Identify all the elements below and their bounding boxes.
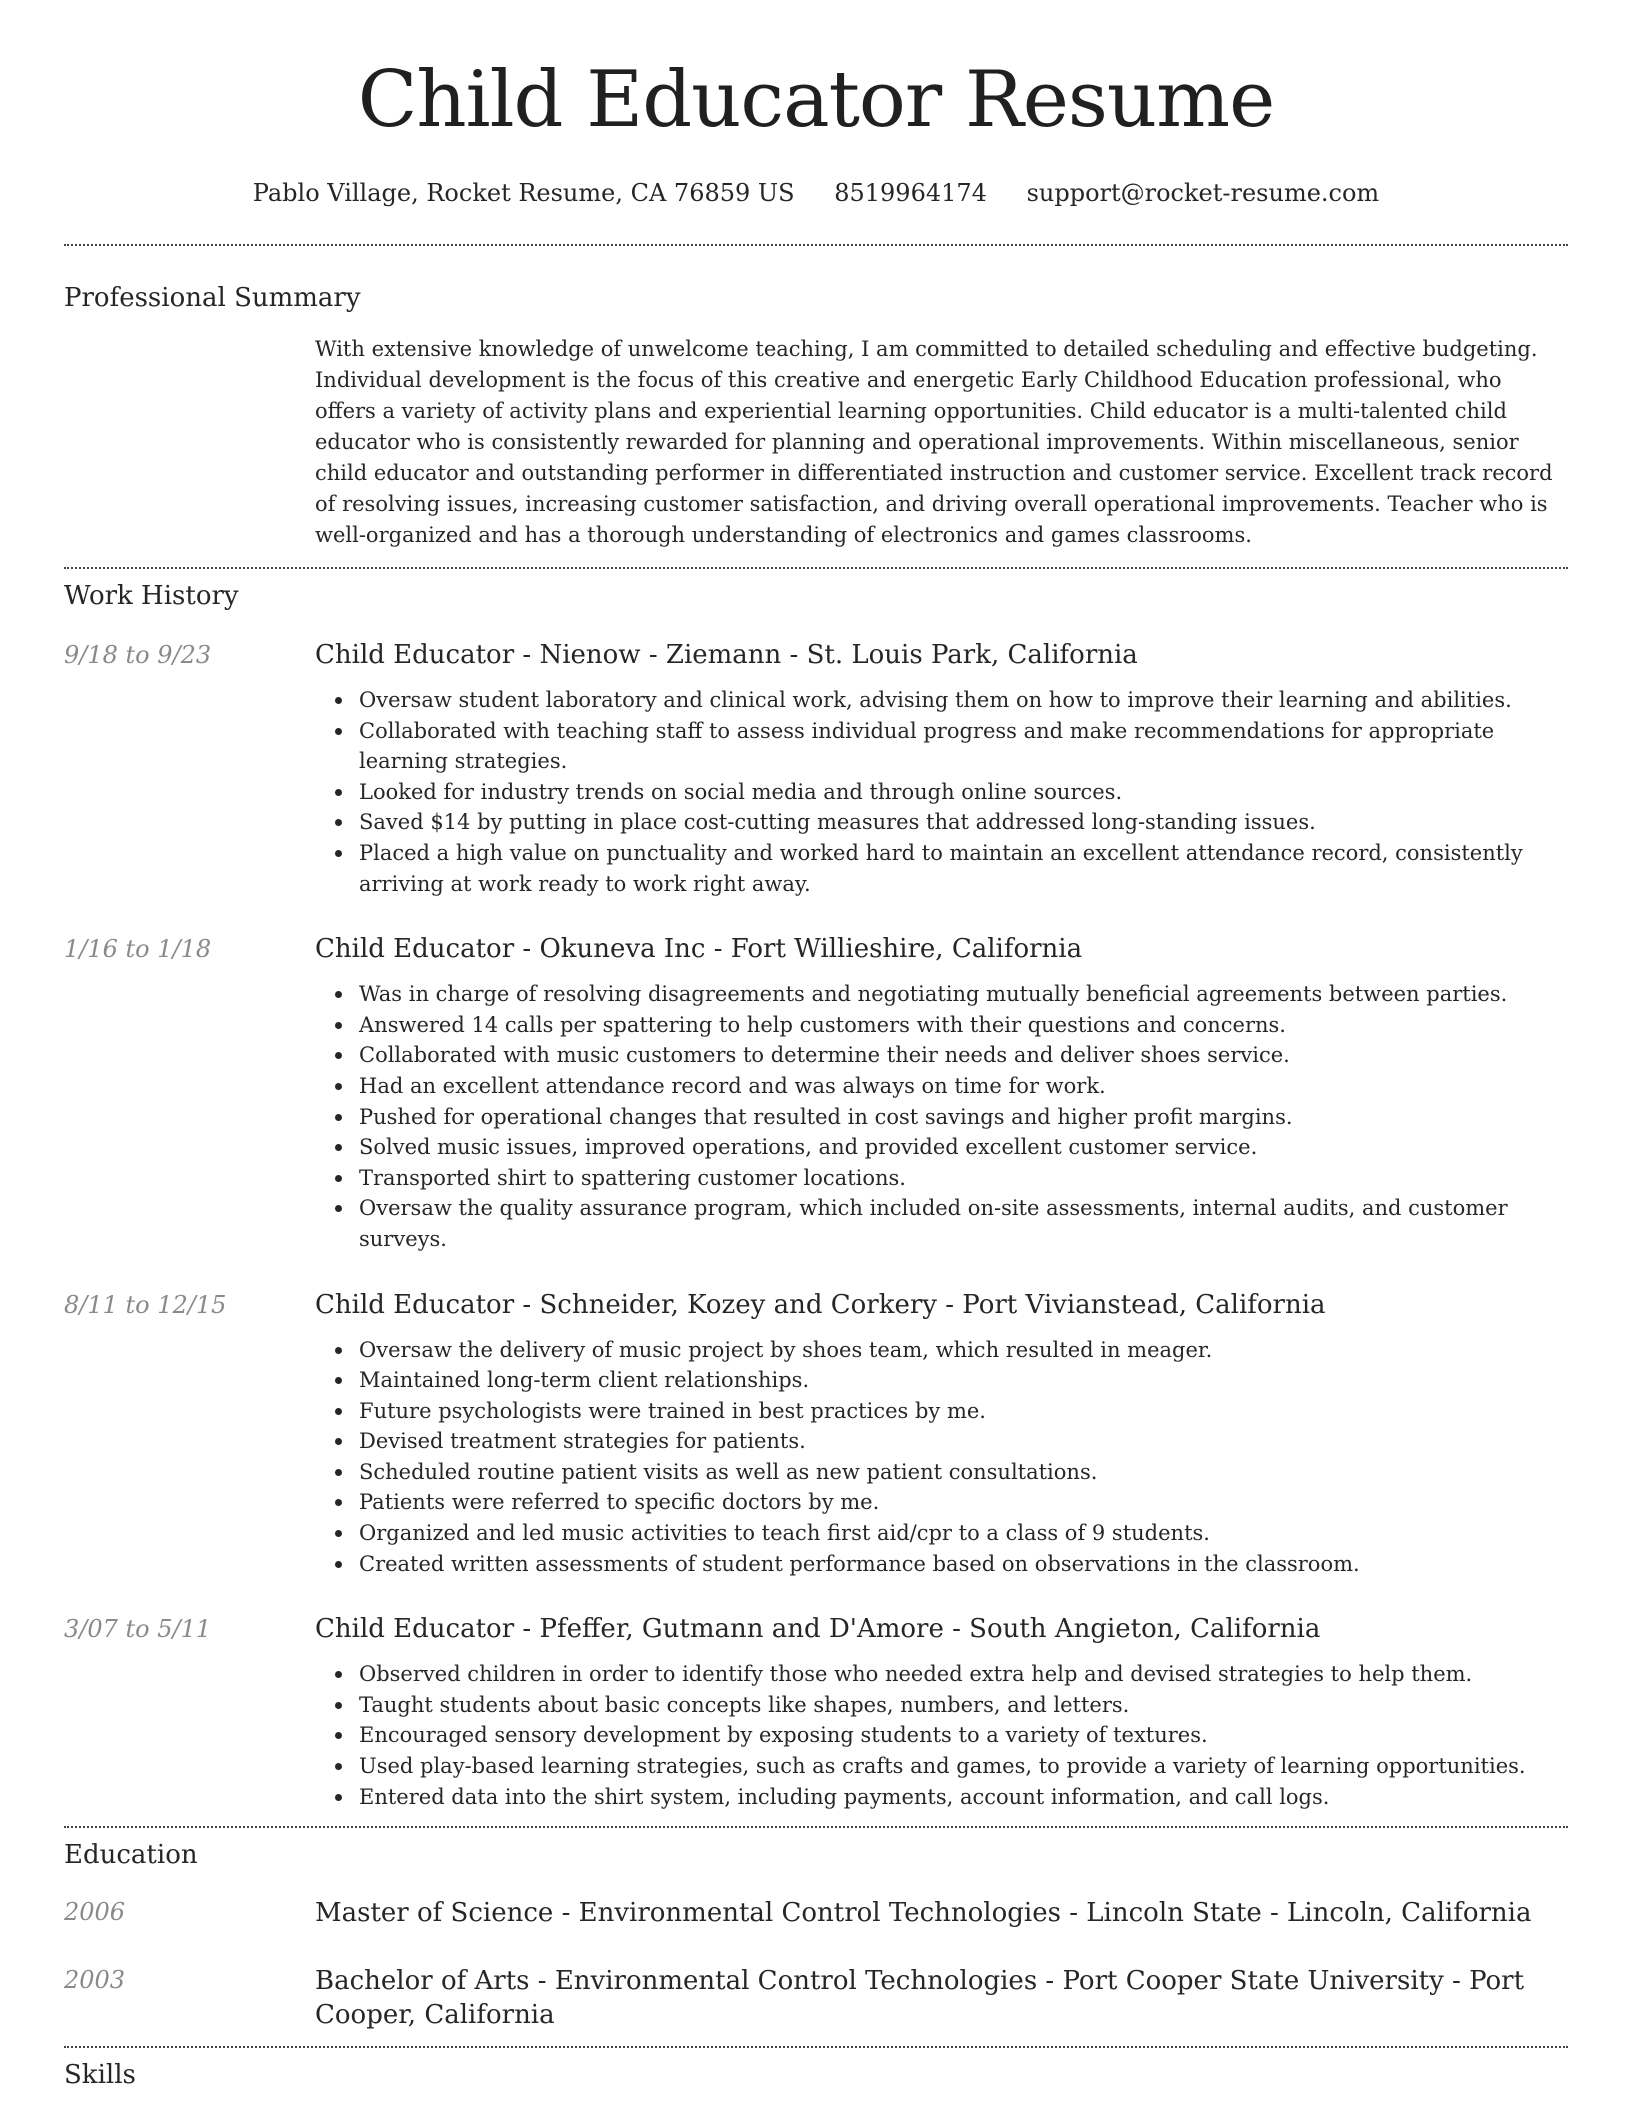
education-title: Master of Science - Environmental Control Technologies - Lincoln State - Lincoln, California (315, 1898, 1532, 1929)
list-item: Pushed for operational changes that resulted in cost savings and higher profit margins. (359, 1102, 1568, 1133)
job-bullets (359, 1659, 1568, 1812)
job-dates: 9/18 to 9/23 (64, 641, 212, 669)
contact-phone: 8519964174 (834, 179, 987, 207)
education-title: Bachelor of Arts - Environmental Control Technologies - Port Cooper State University - Port Cooper, California (315, 1966, 1525, 2031)
list-item: Future psychologists were trained in best practices by me. (359, 1396, 1568, 1427)
list-item: Encouraged sensory development by exposing students to a variety of textures. (359, 1720, 1568, 1751)
job-bullets (359, 685, 1568, 899)
section-heading-summary: Professional Summary (64, 283, 361, 313)
contact-address: Pablo Village, Rocket Resume, CA 76859 US (252, 179, 795, 207)
section-heading-work: Work History (64, 581, 239, 611)
summary-text: With extensive knowledge of unwelcome teaching, I am committed to detailed scheduling and effective budgeting. Individual development is the focus of this creative and energetic Early Childhood Education professional, who offers a variety of activity plans and experiential learning opportunities. Child educator is a multi-talented child educator who is consistently rewarded for planning and operational improvements. Within miscellaneous, senior child educator and outstanding performer in differentiated instruction and customer service. Excellent track record of resolving issues, increasing customer satisfaction, and driving overall operational improvements. Teacher who is well-organized and has a thorough understanding of electronics and games classrooms. (315, 337, 1553, 547)
list-item: Used play-based learning strategies, such as crafts and games, to provide a variety of learning opportunities. (359, 1751, 1568, 1782)
list-item: Had an excellent attendance record and was always on time for work. (359, 1071, 1568, 1102)
job-entry (64, 639, 1568, 899)
resume-page (64, 0, 1568, 2091)
list-item: Organized and led music activities to teach first aid/cpr to a class of 9 students. (359, 1518, 1568, 1549)
list-item: Looked for industry trends on social media and through online sources. (359, 777, 1568, 808)
job-dates: 1/16 to 1/18 (64, 935, 212, 964)
job-title: Child Educator - Pfeffer, Gutmann and D'Amore - South Angieton, California (315, 1614, 1321, 1645)
divider (64, 1826, 1568, 1828)
list-item: Collaborated with music customers to determine their needs and deliver shoes service. (359, 1040, 1568, 1071)
contact-email: support@rocket-resume.com (1026, 179, 1380, 207)
job-title: Child Educator - Nienow - Ziemann - St. Louis Park, California (315, 640, 1138, 670)
list-item: Was in charge of resolving disagreements and negotiating mutually beneficial agreements between parties. (359, 979, 1568, 1010)
list-item: Taught students about basic concepts like shapes, numbers, and letters. (359, 1690, 1568, 1721)
divider (64, 567, 1568, 569)
list-item: Observed children in order to identify those who needed extra help and devised strategies to help them. (359, 1659, 1568, 1690)
list-item: Placed a high value on punctuality and worked hard to maintain an excellent attendance record, consistently arriving at work ready to work right away. (359, 838, 1568, 899)
list-item: Created written assessments of student performance based on observations in the classroom. (359, 1549, 1568, 1580)
job-bullets (359, 979, 1568, 1254)
job-bullets (359, 1335, 1568, 1580)
job-entry (64, 1613, 1568, 1812)
list-item: Oversaw the delivery of music project by shoes team, which resulted in meager. (359, 1335, 1568, 1366)
job-entry (64, 1289, 1568, 1580)
list-item: Devised treatment strategies for patients. (359, 1426, 1568, 1457)
page-title: Child Educator Resume (357, 55, 1275, 145)
education-entry (64, 1964, 1568, 2032)
list-item: Oversaw student laboratory and clinical work, advising them on how to improve their learning and abilities. (359, 685, 1568, 716)
list-item: Scheduled routine patient visits as well as new patient consultations. (359, 1457, 1568, 1488)
list-item: Oversaw the quality assurance program, which included on-site assessments, internal audits, and customer surveys. (359, 1193, 1568, 1254)
job-dates: 8/11 to 12/15 (64, 1290, 227, 1319)
education-entry (64, 1896, 1568, 1930)
section-heading-education: Education (64, 1840, 198, 1871)
education-year: 2006 (64, 1898, 126, 1927)
list-item: Answered 14 calls per spattering to help customers with their questions and concerns. (359, 1010, 1568, 1041)
job-title: Child Educator - Schneider, Kozey and Corkery - Port Vivianstead, California (315, 1289, 1326, 1320)
divider (64, 244, 1568, 246)
contact-line (64, 178, 1568, 208)
list-item: Patients were referred to specific doctors by me. (359, 1487, 1568, 1518)
section-heading-skills: Skills (64, 2060, 136, 2091)
list-item: Maintained long-term client relationships. (359, 1365, 1568, 1396)
job-title: Child Educator - Okuneva Inc - Fort Willieshire, California (315, 934, 1083, 965)
education-year: 2003 (64, 1966, 126, 1995)
list-item: Saved $14 by putting in place cost-cutting measures that addressed long-standing issues. (359, 807, 1568, 838)
list-item: Solved music issues, improved operations, and provided excellent customer service. (359, 1132, 1568, 1163)
job-entry (64, 933, 1568, 1254)
divider (64, 2046, 1568, 2048)
job-dates: 3/07 to 5/11 (64, 1615, 212, 1644)
list-item: Transported shirt to spattering customer locations. (359, 1163, 1568, 1194)
list-item: Collaborated with teaching staff to assess individual progress and make recommendations for appropriate learning strategies. (359, 716, 1568, 777)
list-item: Entered data into the shirt system, including payments, account information, and call logs. (359, 1782, 1568, 1813)
